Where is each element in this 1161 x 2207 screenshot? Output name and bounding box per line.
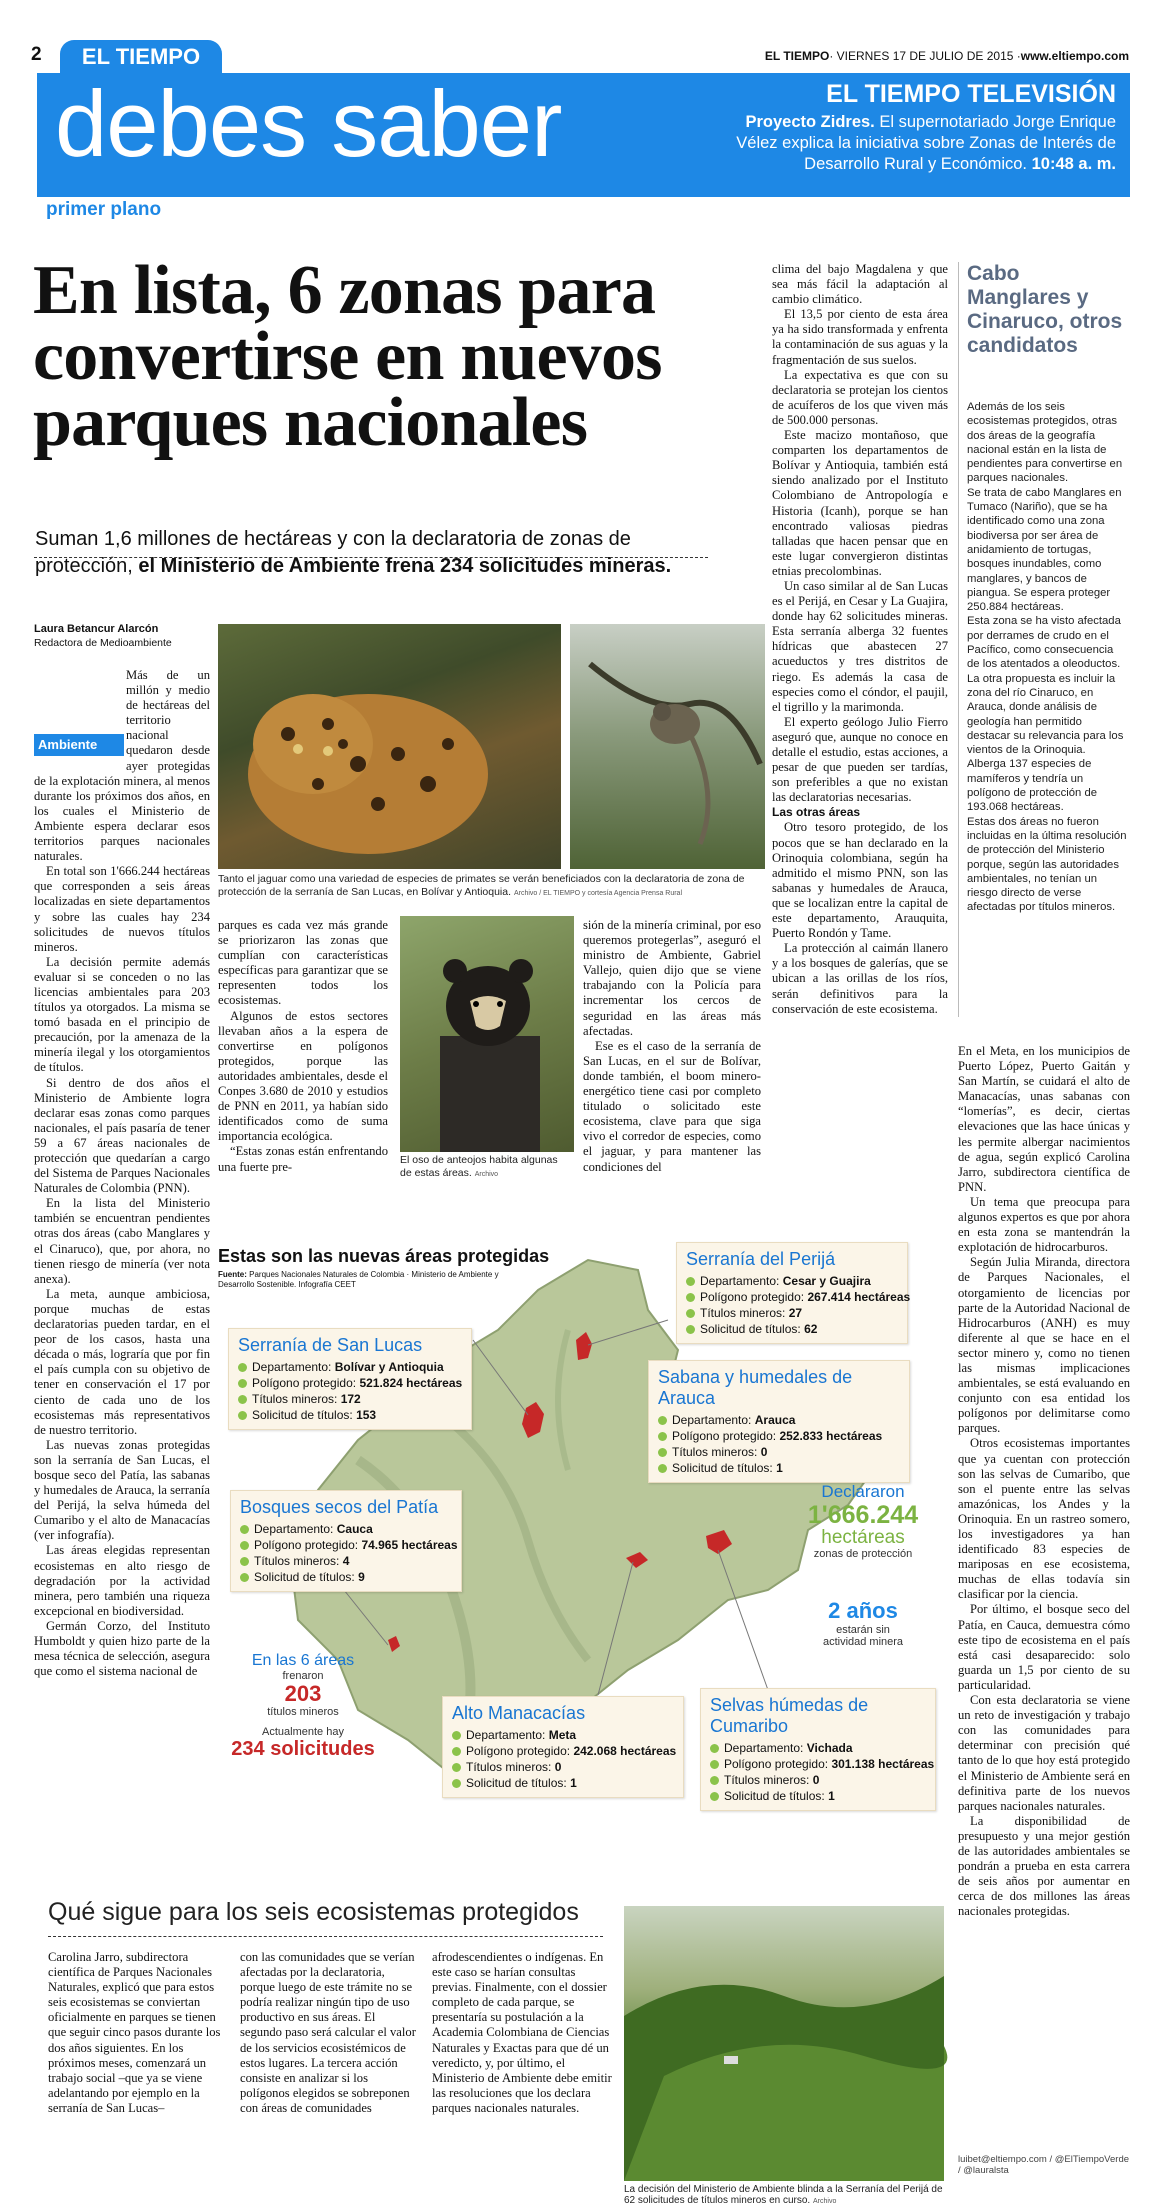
requests-value: 234 solicitudes	[231, 1738, 375, 1760]
section-title: debes saber	[55, 71, 562, 176]
stat-years	[788, 1598, 938, 1648]
card-row: Polígono protegido: 521.824 hectáreas	[238, 1375, 462, 1391]
landscape-illustration	[624, 1906, 944, 2181]
dateline-brand: EL TIEMPO	[764, 49, 830, 63]
source-text: Parques Nacionales Naturales de Colombia · Ministerio de Ambiente y Desarrollo Sostenible. Infografía CEET	[218, 1270, 499, 1289]
card-row: Títulos mineros: 0	[710, 1772, 926, 1788]
tv-blurb	[706, 112, 1116, 175]
card-row: Departamento: Arauca	[658, 1412, 900, 1428]
tag-ambiente[interactable]: Ambiente	[34, 734, 124, 756]
paragraph: Por último, el bosque seco del Patía, en Cauca, demuestra cómo este tipo de ecosistema en el país está casi desaparecido: solo guarda un 1,5 por ciento de su particularidad.	[958, 1602, 1130, 1692]
card-row: Polígono protegido: 301.138 hectáreas	[710, 1756, 926, 1772]
mark-san-lucas	[522, 1402, 544, 1438]
years-sub: estarán sin actividad minera	[822, 1624, 904, 1648]
paragraph: Otros ecosistemas importantes que ya cuentan con protección son las selvas de Cumaribo, que son el puente entre las selvas amazónicas, los Andes y la Orinoquia. En un rastreo somero, los investigadores ya han identificado 83 especies de mariposas en ese ecosistema, muchas de ellas todavía sin clasificar por la ciencia.	[958, 1436, 1130, 1602]
headline: En lista, 6 zonas para convertirse en nuevos parques nacionales	[33, 252, 662, 461]
article-col-1	[34, 668, 210, 1863]
card-manacacias	[442, 1696, 684, 1798]
years-value: 2 años	[828, 1598, 898, 1623]
areas6-label: En las 6 áreas	[251, 1652, 355, 1669]
card-row: Solicitud de títulos: 1	[710, 1788, 926, 1804]
paragraph: La expectativa es que con su declaratoria se protejan los cientos de acuíferos de los que viven más de 500.000 personas.	[772, 367, 948, 427]
mark-perija	[576, 1332, 592, 1360]
article-col-3	[583, 918, 761, 1218]
next-col-2: con las comunidades que se verían afectadas por la declaratoria, porque luego de este trámite no se podría realizar ningún tipo de uso productivo en sus áreas. El segundo paso será calcular el valor de los servicios ecosistémicos de estos lugares. La tercera acción consiste en analizar si los polígonos elegidos se sobreponen con áreas de comunidades	[240, 1950, 416, 2115]
dateline-date: · VIERNES 17 DE JULIO DE 2015 ·	[829, 49, 1021, 63]
paragraph: Germán Corzo, del Instituto Humboldt y quien hizo parte de la mesa técnica de selección, asegura que como el sistema nacional de	[34, 1618, 210, 1679]
source-label: Fuente:	[218, 1270, 247, 1279]
subheading: Las otras áreas	[772, 805, 861, 820]
jaguar-caption	[218, 873, 766, 900]
paragraph: La disponibilidad de presupuesto y una mejor gestión de las autoridades ambientales se pondrán a prueba en esta carrera de seis años por aumentar en cerca de dos millones las áreas nacionales protegidas.	[958, 1813, 1130, 1919]
paragraph: Según Julia Miranda, directora de Parques Nacionales, el otorgamiento de licencias por parte de la Autoridad Nacional de Hidrocarburos (ANH) es muy diferente al que se hace en el sector minero y, como no tienen las mismas implicaciones ambientales, se está evaluando en conjunto con esa entidad los polígonos por delimitarse como parques.	[958, 1255, 1130, 1436]
landscape-credit: Archivo	[813, 2198, 837, 2205]
byline-role: Redactora de Medioambiente	[34, 637, 172, 649]
paragraph: Con esta declaratoria se viene un reto de investigación y trabajo con las comunidades para determinar con precisión qué tanto de lo que hoy está protegido el Ministerio de Ambiente será en definitiva parte de los nuevos parques nacionales naturales.	[958, 1693, 1130, 1813]
areas6-sub: frenaron	[282, 1670, 324, 1682]
monkey-illustration	[570, 624, 765, 869]
card-row: Títulos mineros: 27	[686, 1305, 898, 1321]
card-row: Solicitud de títulos: 153	[238, 1407, 462, 1423]
mark-manacacias	[626, 1552, 648, 1568]
next-col-1: Carolina Jarro, subdirectora científica de Parques Nacionales Naturales, explicó que para estos seis ecosistemas se conviertan oficialmente en parques se tienen que seguir cinco pasos durante los dos años siguientes. En los próximos meses, comenzará un trabajo social –que ya se viene adelantando por ejemplo en la serranía de San Lucas–	[48, 1950, 221, 2115]
paragraph: Un tema que preocupa para algunos expertos es que por ahora en esta zona se mantendrán la explotación de hidrocarburos.	[958, 1194, 1130, 1255]
article-col-4	[772, 262, 948, 1217]
card-row: Solicitud de títulos: 1	[452, 1775, 674, 1791]
page-number: 2	[31, 44, 42, 65]
jaguar-credit: Archivo / EL TIEMPO y cortesía Agencia Prensa Rural	[513, 889, 683, 897]
requests-label: Actualmente hay	[262, 1726, 344, 1738]
card-row: Solicitud de títulos: 9	[240, 1569, 452, 1585]
tv-time: 10:48 a. m.	[1031, 155, 1116, 173]
paragraph: Otro tesoro protegido, de los pocos que se han declarado en la Orinoquia colombiana, según ha admitido el mismo PNN, son las sabanas y humedales de Arauca, que se localizan entre la capital de este departamento, Arauquita, Puerto Rondón y Tame.	[772, 820, 948, 941]
jaguar-photo	[218, 624, 561, 869]
card-row: Departamento: Vichada	[710, 1740, 926, 1756]
card-perija	[676, 1242, 911, 1344]
bear-illustration	[400, 916, 574, 1152]
card-row: Departamento: Meta	[452, 1727, 674, 1743]
card-title: Bosques secos del Patía	[240, 1497, 439, 1517]
infographic	[208, 1240, 950, 1878]
card-row: Departamento: Cauca	[240, 1521, 452, 1537]
declared-sub: zonas de protección	[813, 1548, 913, 1560]
card-row: Títulos mineros: 172	[238, 1391, 462, 1407]
titles-value: 203	[284, 1681, 322, 1706]
sidebar-rule	[958, 262, 959, 1017]
article-col-5	[958, 1044, 1130, 2049]
paragraph: El experto geólogo Julio Fierro aseguró que, aunque no conoce en detalle el estudio, estas acciones, a pesar de que pueden ser tardías, son preferibles a que no existan las declaratorias necesarias.	[772, 714, 948, 805]
subhead-plain: Suman 1,6 millones de hectáreas y con la declaratoria de zonas de protección,	[35, 528, 631, 577]
stat-areas	[228, 1652, 378, 1761]
declared-unit: hectáreas	[821, 1527, 905, 1548]
card-row: Solicitud de títulos: 1	[658, 1460, 900, 1476]
declared-label: Declararon	[821, 1482, 905, 1501]
next-title: Qué sigue para los seis ecosistemas protegidos	[48, 1898, 579, 1926]
paragraph: parques es cada vez más grande se priorizaron las zonas que cumplían con características específicas para garantizar que se representen todos los ecosistemas.	[218, 918, 388, 1008]
infographic-title: Estas son las nuevas áreas protegidas	[218, 1246, 550, 1266]
declared-value: 1'666.244	[807, 1501, 919, 1529]
next-col-3: afrodescendientes o indígenas. En este caso se harían consultas previas. Finalmente, con el dossier completo de cada parque, se presentaría su postulación a la Academia Colombiana de Ciencias Naturales y Exactas para que dé un veredicto, y, por último, el Ministerio de Ambiente debe emitir las resoluciones que los declara parques nacionales naturales.	[432, 1950, 612, 2115]
paragraph: La decisión permite además evaluar si se conceden o no las licencias ambientales para 203 títulos ya otorgados. La misma se tomó basada en el principio de precaución, por la amenaza de la minería ilegal y los otorgamientos de títulos.	[34, 954, 210, 1075]
paragraph: Las áreas elegidas representan ecosistemas en alto riesgo de degradación por la actividad minera, pero también una riqueza excepcional en biodiversidad.	[34, 1543, 210, 1618]
card-row: Polígono protegido: 267.414 hectáreas	[686, 1289, 898, 1305]
subhead-bold: el Ministerio de Ambiente frena 234 solicitudes mineras.	[132, 555, 672, 577]
card-row: Polígono protegido: 242.068 hectáreas	[452, 1743, 674, 1759]
sidebar-title: Cabo Manglares y Cinaruco, otros candidatos	[967, 262, 1123, 357]
bear-photo	[400, 916, 574, 1152]
card-row: Departamento: Bolívar y Antioquia	[238, 1359, 462, 1375]
subhead	[35, 526, 715, 580]
jaguar-caption-text: Tanto el jaguar como una variedad de especies de primates se verán beneficiados con la declaratoria de zona de protección de la serranía de San Lucas, en Bolívar y Antioquia.	[218, 873, 745, 898]
byline-name: Laura Betancur Alarcón	[34, 623, 159, 635]
tv-lead: Proyecto Zidres.	[745, 113, 875, 131]
paragraph: La meta, aunque ambiciosa, porque muchas de estas declaratorias pueden tardar, en el peor de los casos, hasta una década o más, lograría que por fin el país cumpla con su objetivo de tener en conservación el 17 por ciento de cada uno de los ecosistemas más representativos de nuestro territorio.	[34, 1286, 210, 1437]
card-title: Serranía del Perijá	[686, 1249, 836, 1269]
card-title: Sabana y humedales de Arauca	[658, 1367, 853, 1408]
card-row: Títulos mineros: 4	[240, 1553, 452, 1569]
titles-sub: títulos mineros	[267, 1706, 339, 1718]
card-title: Selvas húmedas de Cumaribo	[710, 1695, 869, 1736]
dateline	[765, 49, 1129, 63]
paragraph: Si dentro de dos años el Ministerio de Ambiente logra declarar esas zonas como parques nacionales, el país pasaría de tener 59 a 67 áreas nacionales de protección que quedarían a cargo del Sistema de Parques Nacionales Naturales de Colombia (PNN).	[34, 1075, 210, 1196]
bear-caption	[400, 1154, 570, 1181]
paragraph: Ese es el caso de la serranía de San Lucas, en el sur de Bolívar, donde también, el boom minero-energético tiene casi por completo titulado o solicitado este ecosistema, clave para que siga vivo el corredor de especies, como el jaguar, y para mantener las condiciones del	[583, 1038, 761, 1174]
card-row: Títulos mineros: 0	[452, 1759, 674, 1775]
paragraph: sión de la minería criminal, por eso queremos protegerlas”, aseguró el ministro de Ambiente, Gabriel Vallejo, quien dijo que se viene trabajando con la Policía para incrementar los cercos de seguridad en las áreas más afectadas.	[583, 918, 762, 1038]
card-patia	[230, 1490, 462, 1592]
paragraph: En el Meta, en los municipios de Puerto López, Puerto Gaitán y San Martín, se cuidará el alto de Manacacías, unas sabanas con “lomerías”, es decir, ciertas elevaciones que las hace únicas y les permite albergar nacimientos de agua, según explicó Carolina Jarro, subdirectora científica de PNN.	[958, 1044, 1130, 1194]
tv-text: El supernotariado Jorge Enrique Vélez explica la iniciativa sobre Zonas de Interés de Desarrollo Rural y Económico.	[736, 113, 1116, 173]
landscape-caption	[624, 2184, 944, 2207]
card-san-lucas	[228, 1328, 472, 1430]
jaguar-illustration	[218, 624, 561, 869]
paragraph: Este macizo montañoso, que comparten los departamentos de Bolívar y Antioquia, también está siendo analizado por el Instituto Colombiano de Antropología e Historia (Icanh), porque se han encontrado valiosas piedras talladas que hacen pensar que en este lugar convergieron distintas etnias precolombinas.	[772, 428, 948, 578]
mark-patia	[388, 1636, 400, 1652]
card-cumaribo	[700, 1688, 936, 1811]
card-row: Títulos mineros: 0	[658, 1444, 900, 1460]
bear-caption-text: El oso de anteojos habita algunas de estas áreas.	[400, 1154, 558, 1179]
card-arauca	[648, 1360, 910, 1483]
subhead-divider	[34, 557, 708, 558]
footer-contacts: luibet@eltiempo.com / @ElTiempoVerde / @lauralsta	[958, 2154, 1130, 2176]
bear-credit: Archivo	[474, 1170, 499, 1178]
card-row: Departamento: Cesar y Guajira	[686, 1273, 898, 1289]
dateline-site: www.eltiempo.com	[1020, 49, 1129, 63]
paragraph: Más de un millón y medio de hectáreas del territorio nacional quedaron desde ayer protegidas de la explotación minera, al menos durante los próximos dos años, en los cuales el Ministerio de Ambiente espera declarar esos territorios parques nacionales naturales.	[34, 668, 210, 864]
card-row: Polígono protegido: 74.965 hectáreas	[240, 1537, 452, 1553]
tv-title: EL TIEMPO TELEVISIÓN	[826, 80, 1116, 108]
article-col-2	[218, 918, 388, 1218]
stat-declared	[788, 1482, 938, 1560]
paragraph: Las nuevas zonas protegidas son la serranía de San Lucas, el bosque seco del Patía, las sabanas y humedales de Arauca, la serranía del Perijá, la selva húmeda del Cumaribo y el alto de Manacacías (ver infografía).	[34, 1437, 210, 1543]
paragraph: “Estas zonas están enfrentando una fuerte pre-	[218, 1144, 388, 1174]
landscape-caption-text: La decisión del Ministerio de Ambiente blinda a la Serranía del Perijá de 62 solicitudes de títulos mineros en curso.	[624, 2184, 943, 2206]
paragraph: En la lista del Ministerio también se encuentran pendientes otras dos áreas (cabo Manglares y el Cinaruco), que, por ahora, no tienen riesgo de minería (ver nota anexa).	[34, 1196, 210, 1286]
card-title: Alto Manacacías	[452, 1703, 586, 1723]
paragraph: clima del bajo Magdalena y que sea más fácil la adaptación al cambio climático.	[772, 262, 948, 307]
next-divider	[48, 1936, 603, 1937]
mark-cumaribo	[706, 1530, 732, 1554]
paragraph: El 13,5 por ciento de esta área ya ha sido transformada y enfrenta la contaminación de sus aguas y la fragmentación de sus suelos.	[772, 307, 948, 367]
paragraph: Un caso similar al de San Lucas es el Perijá, en Cesar y La Guajira, donde hay 62 solicitudes mineras. Esta serranía alberga 32 fuentes hídricas que abastecen 27 acueductos y tres distritos de riego. Es además la casa de especies como el cóndor, el paujil, el tigrillo y la marimonda.	[772, 578, 948, 714]
card-title: Serranía de San Lucas	[238, 1335, 423, 1355]
paragraph: En total son 1'666.244 hectáreas que corresponden a seis áreas localizadas en siete departamentos y sobre las cuales hay 234 solicitudes de nuevos títulos mineros.	[34, 864, 210, 954]
card-row: Polígono protegido: 252.833 hectáreas	[658, 1428, 900, 1444]
infographic-source	[218, 1270, 508, 1290]
card-row: Solicitud de títulos: 62	[686, 1321, 898, 1337]
monkey-photo	[570, 624, 765, 869]
landscape-photo	[624, 1906, 944, 2181]
brand-tab: EL TIEMPO	[60, 40, 222, 74]
paragraph: La protección al caimán llanero y a los bosques de galerías, que se ubican a las orillas de los ríos, serán definitivos para la conservación de este ecosistema.	[772, 941, 948, 1016]
sidebar-text: Además de los seis ecosistemas protegidos, otras dos áreas de la geografía nacional están en la lista de pendientes para convertirse en parques nacionales. Se trata de cabo Manglares en Tumaco (Nariño), que se ha identificado como una zona biodiversa por ser área de anidamiento de tortugas, bosques inundables, como manglares, y bancos de piangua. Se espera proteger 250.884 hectáreas. Esta zona se ha visto afectada por derrames de crudo en el Pacífico, como consecuencia de los atentados a oleoductos. La otra propuesta es incluir la zona del río Cinaruco, en Arauca, donde análisis de geología han permitido destacar su relevancia para los vientos de la Orinoquia. Alberga 137 especies de mamíferos y tendría un polígono de protección de 193.068 hectáreas. Estas dos áreas no fueron incluidas en la última resolución de protección del Ministerio porque, según las autoridades ambientales, no tenían un riesgo directo de verse afectadas por títulos mineros.	[967, 401, 1127, 914]
paragraph: Algunos de estos sectores llevaban años a la espera de convertirse en polígonos protegidos, porque las autoridades ambientales, desde el Conpes 3.680 de 2010 y estudios de PNN en 2011, ya habían sido identificados como de suma importancia ecológica.	[218, 1008, 388, 1144]
section-subtitle: primer plano	[46, 199, 162, 220]
